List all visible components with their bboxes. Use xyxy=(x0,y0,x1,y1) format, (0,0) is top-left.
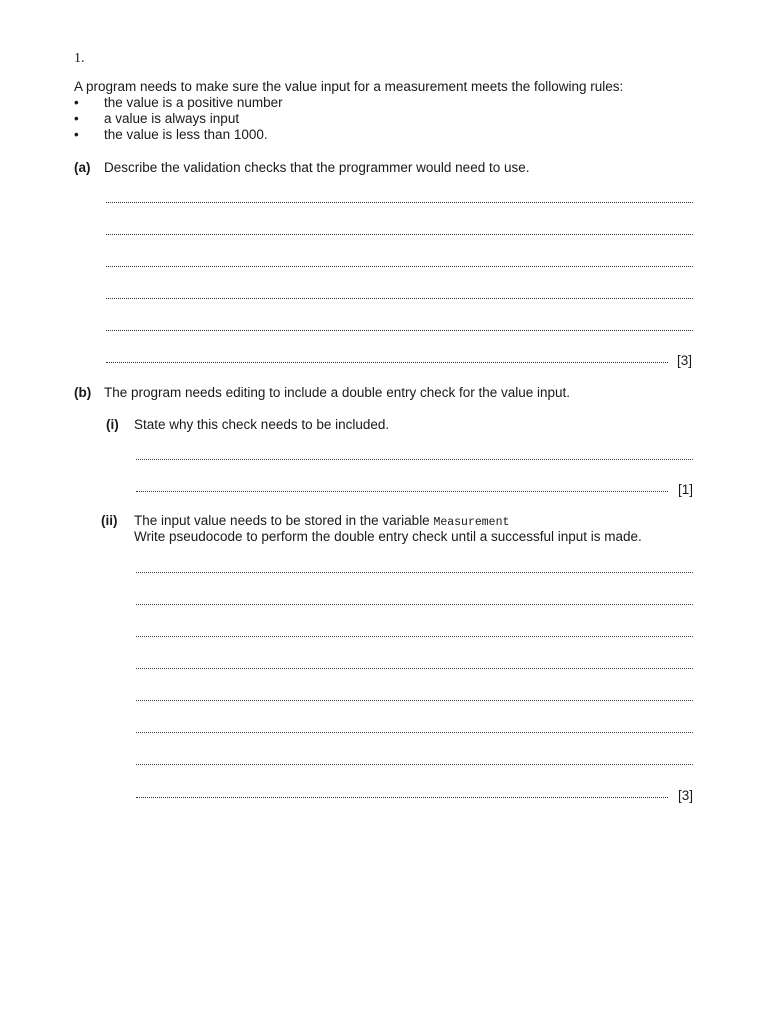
part-b-ii-line2: Write pseudocode to perform the double entry check until a successful input is made. xyxy=(134,529,642,544)
answer-line[interactable] xyxy=(106,330,693,331)
part-b-i-text: State why this check needs to be included. xyxy=(134,417,390,432)
part-b-text: The program needs editing to include a double entry check for the value input. xyxy=(104,385,571,400)
answer-line[interactable] xyxy=(136,459,693,460)
answer-line[interactable] xyxy=(106,362,668,363)
answer-line[interactable] xyxy=(136,491,668,492)
marks-label: [3] xyxy=(678,788,694,803)
answer-line[interactable] xyxy=(136,797,668,798)
part-b-i-label: (i) xyxy=(106,417,119,432)
part-a-text: Describe the validation checks that the programmer would need to use. xyxy=(104,160,530,175)
bullet: • xyxy=(74,127,79,142)
answer-line[interactable] xyxy=(136,572,693,573)
question-intro: A program needs to make sure the value input for a measurement meets the following rules: xyxy=(74,79,624,94)
bullet: • xyxy=(74,95,79,110)
answer-line[interactable] xyxy=(106,298,693,299)
part-b-label: (b) xyxy=(74,385,92,400)
part-b-ii-text xyxy=(134,513,509,529)
marks-label: [1] xyxy=(678,482,694,497)
answer-line[interactable] xyxy=(106,234,693,235)
question-number: 1. xyxy=(74,51,85,66)
part-a-label: (a) xyxy=(74,160,91,175)
answer-line[interactable] xyxy=(136,732,693,733)
answer-line[interactable] xyxy=(136,604,693,605)
bullet: • xyxy=(74,111,79,126)
part-b-ii-label: (ii) xyxy=(101,513,118,528)
part-b-ii-text-before: The input value needs to be stored in the variable xyxy=(134,513,434,528)
marks-label: [3] xyxy=(677,353,693,368)
answer-line[interactable] xyxy=(136,636,693,637)
answer-line[interactable] xyxy=(136,764,693,765)
rule-item: a value is always input xyxy=(104,111,240,126)
answer-line[interactable] xyxy=(136,700,693,701)
variable-name: Measurement xyxy=(433,516,510,529)
answer-line[interactable] xyxy=(106,202,693,203)
rule-item: the value is a positive number xyxy=(104,95,283,110)
answer-line[interactable] xyxy=(136,668,693,669)
answer-line[interactable] xyxy=(106,266,693,267)
rule-item: the value is less than 1000. xyxy=(104,127,268,142)
